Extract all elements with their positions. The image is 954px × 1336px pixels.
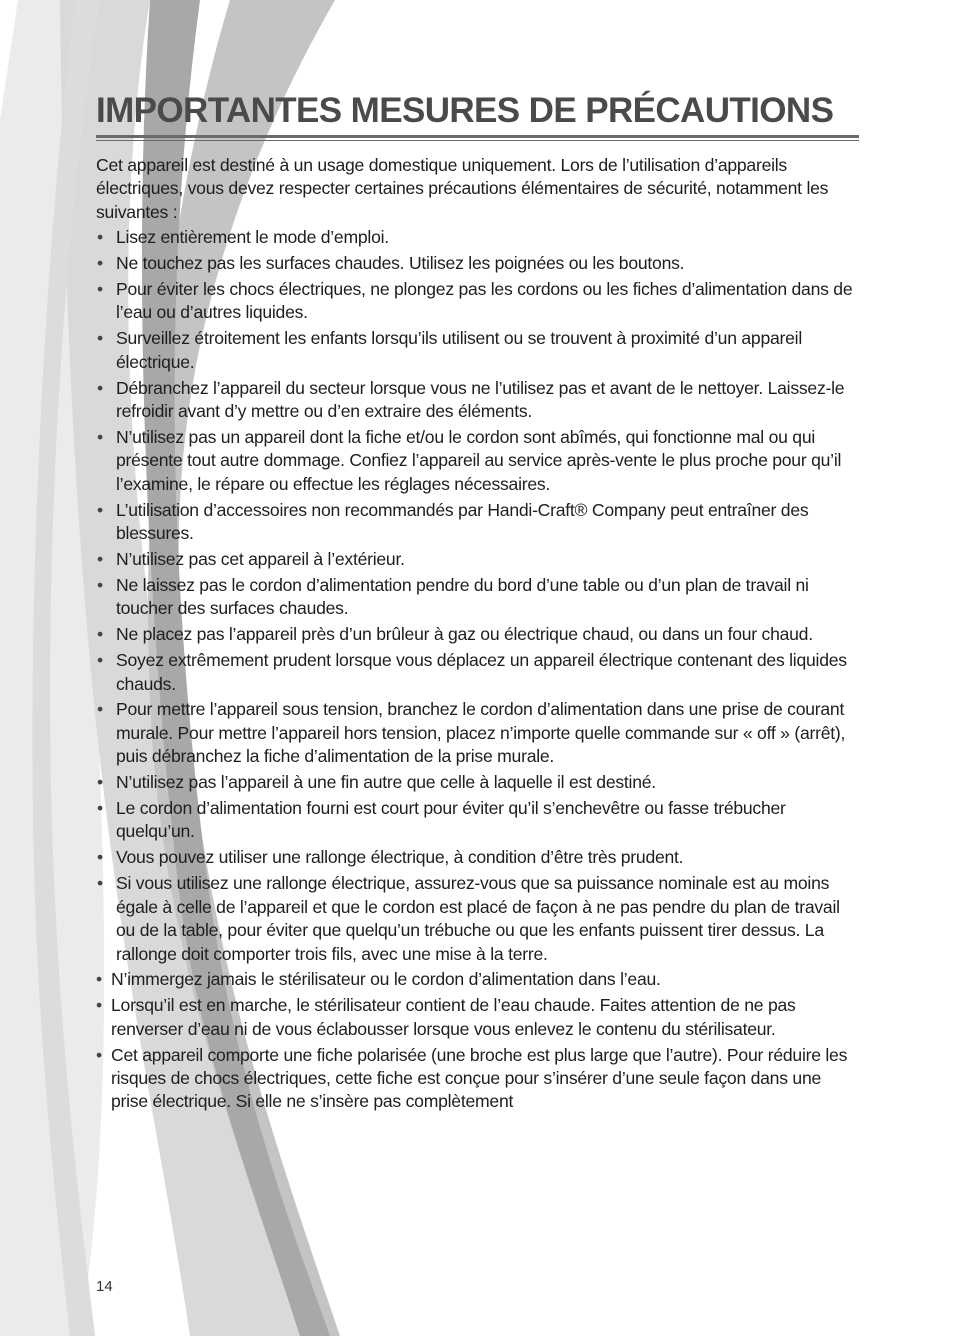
list-item: • Lisez entièrement le mode d’emploi.: [96, 226, 861, 249]
list-item: • Si vous utilisez une rallonge électrique, assurez-vous que sa puissance nominale est au moins égale à celle de l’appareil et que le cordon est placé de façon à ne pas pendre du plan de travail ou de la table, pour éviter que quelqu’un trébuche ou que les enfants puissent tirer dessus. La rallonge doit comporter trois fils, avec une mise à la terre.: [96, 872, 861, 966]
list-item: • N’immergez jamais le stérilisateur ou le cordon d’alimentation dans l’eau.: [96, 968, 861, 991]
list-item: • Vous pouvez utiliser une rallonge électrique, à condition d’être très prudent.: [96, 846, 861, 869]
list-item: • Ne placez pas l’appareil près d’un brûleur à gaz ou électrique chaud, ou dans un four chaud.: [96, 623, 861, 646]
page-title: IMPORTANTES MESURES DE PRÉCAUTIONS: [96, 91, 834, 130]
title-rule-thin: [96, 140, 859, 141]
page-number: 14: [96, 1278, 113, 1295]
list-item: • N’utilisez pas un appareil dont la fiche et/ou le cordon sont abîmés, qui fonctionne mal ou qui présente tout autre dommage. Confiez l’appareil au service après-vente le plus proche pour qu’il l’examine, le répare ou effectue les réglages nécessaires.: [96, 426, 861, 496]
list-item: • Soyez extrêmement prudent lorsque vous déplacez un appareil électrique contenant des liquides chauds.: [96, 649, 861, 696]
list-item: • N’utilisez pas l’appareil à une fin autre que celle à laquelle il est destiné.: [96, 771, 861, 794]
list-item: • L’utilisation d’accessoires non recommandés par Handi-Craft® Company peut entraîner des blessures.: [96, 499, 861, 546]
intro-paragraph: Cet appareil est destiné à un usage domestique uniquement. Lors de l’utilisation d’appareils électriques, vous devez respecter certaines précautions élémentaires de sécurité, notamment les suivantes :: [96, 155, 829, 222]
list-item: • Ne laissez pas le cordon d’alimentation pendre du bord d’une table ou d’un plan de travail ni toucher des surfaces chaudes.: [96, 574, 861, 621]
title-rule-thick: [96, 135, 859, 138]
list-item: • Cet appareil comporte une fiche polarisée (une broche est plus large que l’autre). Pour réduire les risques de chocs électriques, cette fiche est conçue pour s’insérer d’une seule façon dans une prise électrique. Si elle ne s’insère pas complètement: [96, 1044, 861, 1114]
list-item: • Pour mettre l’appareil sous tension, branchez le cordon d’alimentation dans une prise de courant murale. Pour mettre l’appareil hors tension, placez n’importe quelle commande sur « off » (arrêt), puis débranchez la fiche d’alimentation de la prise murale.: [96, 698, 861, 768]
list-item: • Surveillez étroitement les enfants lorsqu’ils utilisent ou se trouvent à proximité d’un appareil électrique.: [96, 327, 861, 374]
list-item: • Lorsqu’il est en marche, le stérilisateur contient de l’eau chaude. Faites attention de ne pas renverser d’eau ni de vous éclabousser lorsque vous enlevez le contenu du stérilisateur.: [96, 994, 861, 1041]
list-item: • Ne touchez pas les surfaces chaudes. Utilisez les poignées ou les boutons.: [96, 252, 861, 275]
list-item: • Débranchez l’appareil du secteur lorsque vous ne l’utilisez pas et avant de le nettoyer. Laissez-le refroidir avant d’y mettre ou d’en extraire des éléments.: [96, 377, 861, 424]
list-item: • N’utilisez pas cet appareil à l’extérieur.: [96, 548, 861, 571]
safety-list: [96, 226, 861, 1114]
list-item: • Pour éviter les chocs électriques, ne plongez pas les cordons ou les fiches d’alimentation dans de l’eau ou d’autres liquides.: [96, 278, 861, 325]
list-item: • Le cordon d’alimentation fourni est court pour éviter qu’il s’enchevêtre ou fasse trébucher quelqu’un.: [96, 797, 861, 844]
safety-content: [96, 154, 861, 1116]
